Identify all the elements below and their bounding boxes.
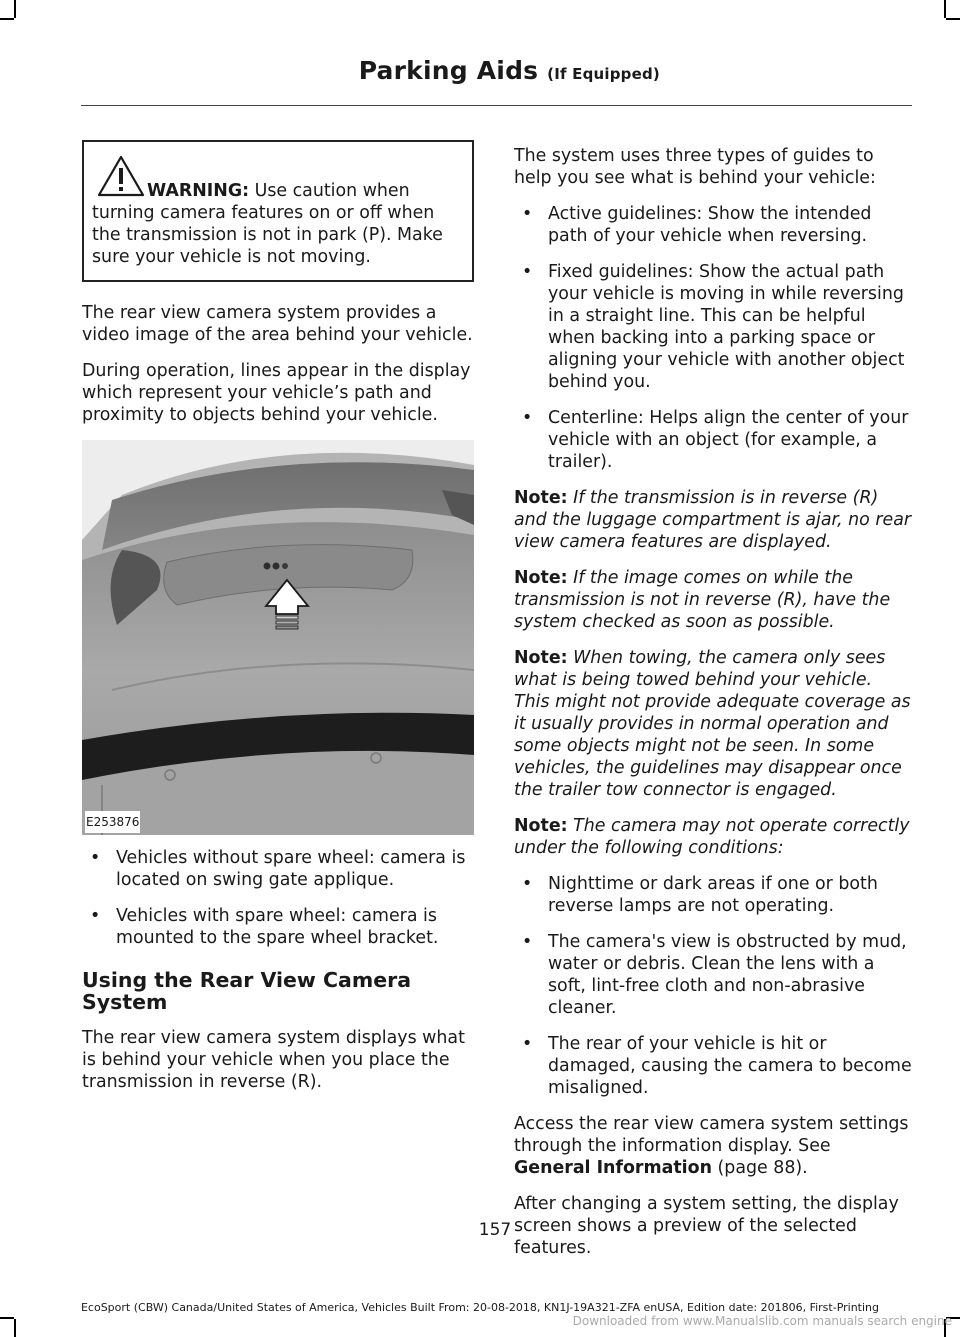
note-text: If the image comes on while the transmission is not in reverse (R), have the system checked as soon as possible. [514,568,891,632]
warning-box [82,140,474,282]
rear-camera-location-figure [82,440,474,835]
header-divider [81,105,912,106]
note-text: When towing, the camera only sees what is being towed behind your vehicle. This might not provide adequate coverage as it usually provides in normal operation and some objects might not be seen. In some vehicles, the guidelines may disappear once the trailer tow connector is engaged. [514,648,911,800]
note [514,487,912,553]
note [514,815,912,859]
page-header [359,56,660,85]
list-item: • Centerline: Helps align the center of your vehicle with an object (for example, a trailer). [514,407,912,473]
note [514,567,912,633]
note-label: Note: [514,568,568,588]
section-heading: Using the Rear View Camera System [82,968,412,1014]
list-item: • Active guidelines: Show the intended path of your vehicle when reversing. [514,203,912,247]
watermark: Downloaded from www.Manualslib.com manuals search engine [572,1314,952,1328]
note [514,647,912,801]
conditions-list [514,873,912,1099]
list-item: • Vehicles without spare wheel: camera is located on swing gate applique. [82,847,474,891]
edition-footer: EcoSport (CBW) Canada/United States of America, Vehicles Built From: 20-08-2018, KN1J-19A321-ZFA enUSA, Edition date: 201806, First-Printing [80,1301,880,1314]
paragraph [514,1113,912,1179]
warning-text: Use caution when turning camera features on or off when the transmission is not in park (P). Make sure your vehicle is not moving. [92,181,443,267]
warning-triangle-icon [96,154,146,204]
figure-code: E253876 [85,811,140,833]
note-label: Note: [514,816,568,836]
vehicle-rear-illustration [82,440,474,835]
page-number: 157 [478,1220,512,1240]
crop-mark [14,0,16,18]
page-reference: (page 88). [717,1158,808,1178]
list-item: • The rear of your vehicle is hit or damaged, causing the camera to become misaligned. [514,1033,912,1099]
crop-mark [0,1317,14,1319]
note-text: The camera may not operate correctly under the following conditions: [514,816,910,858]
general-information-link[interactable]: General Information [514,1158,712,1178]
right-column [514,145,912,1273]
header-subtitle: (If Equipped) [547,65,660,83]
crop-mark [946,18,960,20]
paragraph: The rear view camera system provides a video image of the area behind your vehicle. [82,303,473,345]
access-text: Access the rear view camera system settings through the information display. See [514,1114,909,1156]
note-text: If the transmission is in reverse (R) and the luggage compartment is ajar, no rear view camera features are displayed. [514,488,912,552]
header-title: Parking Aids [358,56,539,85]
list-item: • Vehicles with spare wheel: camera is mounted to the spare wheel bracket. [82,905,474,949]
left-column [82,140,474,1107]
note-label: Note: [514,488,568,508]
list-item: • Nighttime or dark areas if one or both reverse lamps are not operating. [514,873,912,917]
paragraph: During operation, lines appear in the display which represent your vehicle’s path and proximity to objects behind your vehicle. [82,361,471,425]
crop-mark [14,1319,16,1337]
camera-location-list [82,847,474,949]
note-label: Note: [514,648,568,668]
list-item: • Fixed guidelines: Show the actual path your vehicle is moving in while reversing in a straight line. This can be helpful when backing into a parking space or aligning your vehicle with another object behind you. [514,261,912,393]
paragraph: After changing a system setting, the display screen shows a preview of the selected features. [514,1194,899,1258]
list-item: • The camera's view is obstructed by mud, water or debris. Clean the lens with a soft, lint-free cloth and non-abrasive cleaner. [514,931,912,1019]
paragraph: The system uses three types of guides to help you see what is behind your vehicle: [514,146,876,188]
warning-paragraph [92,180,464,268]
paragraph: The rear view camera system displays what is behind your vehicle when you place the transmission in reverse (R). [82,1028,465,1092]
crop-mark [0,18,14,20]
crop-mark [944,0,946,18]
guide-types-list [514,203,912,473]
warning-label: WARNING: [147,181,250,201]
